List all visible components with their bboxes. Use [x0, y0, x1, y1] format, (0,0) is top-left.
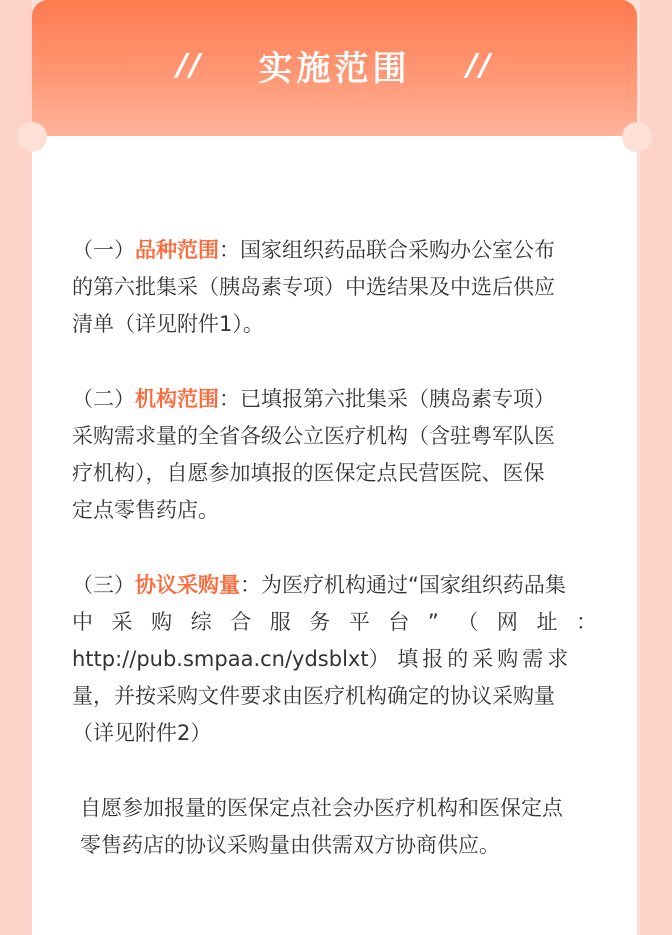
justified-char: 台	[388, 610, 410, 634]
paragraph-line	[72, 232, 597, 269]
justified-char: ：	[576, 610, 597, 634]
paragraph-prefix: （三）	[72, 573, 135, 597]
paragraph-line	[72, 641, 597, 678]
paragraph-text: ：已填报第六批集采（胰岛素专项）	[219, 387, 555, 411]
paragraph-text: 填报的采购需求	[397, 647, 573, 671]
paragraph-line-justified	[72, 604, 597, 641]
paragraph-line: 的第六批集采（胰岛素专项）中选结果及中选后供应	[72, 275, 555, 299]
paragraph-line	[72, 567, 597, 604]
paragraph-line: 定点零售药店。	[72, 498, 219, 522]
justified-char: 网	[496, 610, 518, 634]
paragraph-line: （详见附件2）	[72, 721, 212, 745]
justified-char: （	[457, 610, 479, 634]
card-notch-left	[17, 122, 47, 152]
justified-char: 采	[111, 610, 133, 634]
paragraph-institution-scope	[72, 381, 597, 529]
justified-char: 综	[190, 610, 212, 634]
decorative-slashes-right: //	[466, 47, 493, 83]
justified-char: ”	[427, 610, 439, 634]
paragraph-agreed-volume	[72, 567, 597, 752]
paragraph-text: ：国家组织药品联合采购办公室公布	[219, 238, 555, 262]
justified-char: 务	[309, 610, 331, 634]
justified-char: 址	[536, 610, 558, 634]
highlight-label: 机构范围	[135, 387, 219, 411]
paragraph-line: 零售药店的协议采购量由供需双方协商供应。	[80, 833, 500, 857]
section-header	[32, 0, 637, 136]
paragraph-line: 采购需求量的全省各级公立医疗机构（含驻粤军队医	[72, 424, 555, 448]
paragraph-voluntary-note	[72, 790, 597, 864]
justified-char: 购	[151, 610, 173, 634]
paragraph-line	[72, 381, 597, 418]
section-content	[32, 136, 637, 864]
paragraph-prefix: （一）	[72, 238, 135, 262]
justified-char: 中	[72, 610, 93, 634]
section-title-row	[177, 41, 493, 90]
justified-char: 平	[348, 610, 370, 634]
content-card	[32, 0, 637, 935]
section-title: 实施范围	[258, 48, 411, 89]
paragraph-variety-scope	[72, 232, 597, 343]
highlight-label: 品种范围	[135, 238, 219, 262]
justified-char: 服	[269, 610, 291, 634]
card-notch-right	[622, 122, 652, 152]
paragraph-line: 疗机构），自愿参加填报的医保定点民营医院、医保	[72, 461, 545, 485]
paragraph-line: 自愿参加报量的医保定点社会办医疗机构和医保定点	[80, 796, 563, 820]
paragraph-prefix: （二）	[72, 387, 135, 411]
paragraph-text: ：为医疗机构通过“国家组织药品集	[240, 573, 566, 597]
justified-char: 合	[230, 610, 252, 634]
platform-url-link[interactable]: http://pub.smpaa.cn/ydsblxt）	[72, 647, 390, 671]
paragraph-line: 清单（详见附件1）。	[72, 312, 264, 336]
highlight-label: 协议采购量	[135, 573, 240, 597]
paragraph-line: 量，并按采购文件要求由医疗机构确定的协议采购量	[72, 684, 555, 708]
decorative-slashes-left: //	[176, 47, 203, 83]
